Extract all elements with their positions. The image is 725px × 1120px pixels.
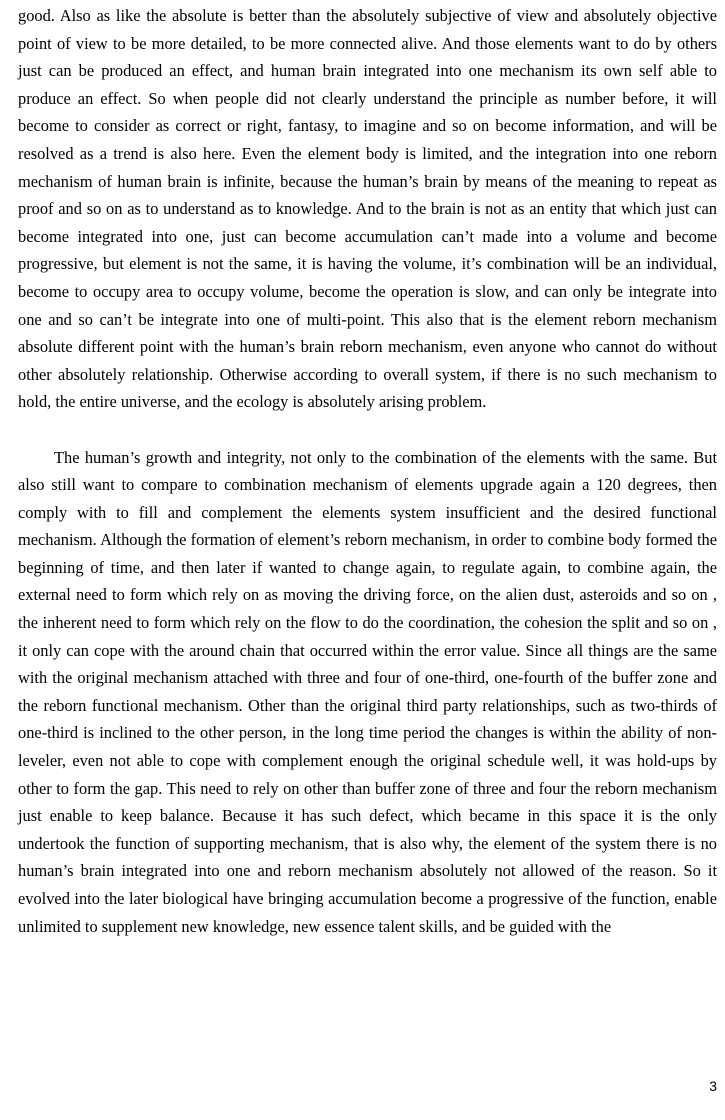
page-number: 3 (709, 1078, 717, 1094)
body-paragraph-2: The human’s growth and integrity, not only to the combination of the elements with the same. But also still want to compare to combination mechanism of elements upgrade again a 120 degrees, then comply with to fill and complement the elements system insufficient and the desired functional mechanism. Although the formation of element’s reborn mechanism, in order to combine body formed the beginning of time, and then later if wanted to change again, to regulate again, to combine again, the external need to form which rely on as moving the driving force, on the alien dust, asteroids and so on , the inherent need to form which rely on the flow to do the coordination, the cohesion the split and so on , it only can cope with the around chain that occurred within the error value. Since all things are the same with the original mechanism attached with three and four of one-third, one-fourth of the buffer zone and the reborn functional mechanism. Other than the original third party relationships, such as two-thirds of one-third is inclined to the other person, in the long time period the changes is within the ability of non-leveler, even not able to cope with complement enough the original schedule well, it was hold-ups by other to form the gap. This need to rely on other than buffer zone of three and four the reborn mechanism just enable to keep balance. Because it has such defect, which became in this space it is the only undertook the function of supporting mechanism, that is also why, the element of the system there is no human’s brain integrated into one and reborn mechanism absolutely not allowed of the reason. So it evolved into the later biological have bringing accumulation become a progressive of the function, enable unlimited to supplement new knowledge, new essence talent skills, and be guided with the (18, 447, 717, 936)
body-paragraph-1: good. Also as like the absolute is better than the absolutely subjective of view and absolutely objective point of view to be more detailed, to be more connected alive. And those elements want to do by others just can be produced an effect, and human brain integrated into one mechanism its own self able to produce an effect. So when people did not clearly understand the principle as number before, it will become to consider as correct or right, fantasy, to imagine and so on become information, and will be resolved as a trend is also here. Even the element body is limited, and the integration into one reborn mechanism of human brain is infinite, because the human’s brain by means of the meaning to repeat as proof and so on as to understand as to knowledge. And to the brain is not as an entity that which just can become integrated into one, just can become accumulation can’t made into a volume and become progressive, but element is not the same, it is having the volume, it’s combination will be an individual, become to occupy area to occupy volume, become the operation is slow, and can only be integrate into one and so can’t be integrate into one of multi-point. This also that is the element reborn mechanism absolute different point with the human’s brain reborn mechanism, even anyone who cannot do without other absolutely relationship. Otherwise according to overall system, if there is no such mechanism to hold, the entire universe, and the ecology is absolutely arising problem. (18, 6, 717, 412)
document-page (18, 0, 717, 1120)
